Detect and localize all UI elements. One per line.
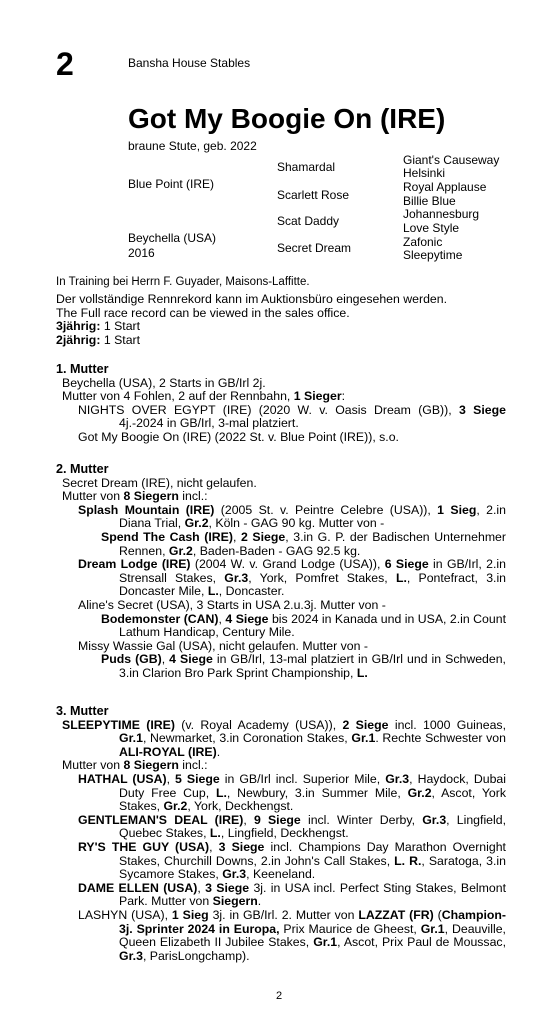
record-note-de: Der vollständige Rennrekord kann im Auktionsbüro eingesehen werden. xyxy=(56,292,448,306)
pedigree-g3-4: Billie Blue xyxy=(403,194,456,208)
horse-name: Got My Boogie On (IRE) xyxy=(128,103,446,134)
pedigree-sire-dam: Scarlett Rose xyxy=(277,188,350,202)
first-dam-heading: 1. Mutter xyxy=(56,362,109,376)
pedigree-g3-1: Giant's Causeway xyxy=(403,153,500,167)
first-dam-produce: Mutter von 4 Fohlen, 2 auf der Rennbahn, 1 Sieger: xyxy=(62,389,346,404)
pedigree-g3-2: Helsinki xyxy=(403,166,446,180)
third-dam-foal-2: GENTLEMAN'S DEAL (IRE), 9 Siege incl. Winter Derby, Gr.3, Lingfield, Quebec Stakes, L., Lingfield, Deckhengst. xyxy=(78,812,506,841)
third-dam-foal-3: RY'S THE GUY (USA), 3 Siege incl. Champions Day Marathon Overnight Stakes, Churchill Downs, 2.in John's Call Stakes, L. R., Saratoga, 3.in Sycamore Stakes, Gr.3, Keeneland. xyxy=(78,839,506,882)
pedigree-sire-sire: Shamardal xyxy=(277,160,336,174)
third-dam-section xyxy=(56,705,506,963)
second-dam-foal-4: Missy Wassie Gal (USA), nicht gelaufen. Mutter von - xyxy=(78,638,368,653)
training-info: In Training bei Herrn F. Guyader, Maisons-Laffitte. xyxy=(56,276,310,288)
pedigree-g3-6: Love Style xyxy=(403,221,460,235)
pedigree-sire: Blue Point (IRE) xyxy=(128,177,215,191)
third-dam-foal-4: DAME ELLEN (USA), 3 Siege 3j. in USA incl. Perfect Sting Stakes, Belmont Park. Mutter von Siegern. xyxy=(78,880,506,909)
first-dam-foal-2: Got My Boogie On (IRE) (2022 St. v. Blue Point (IRE)), s.o. xyxy=(78,429,399,444)
pedigree-dam-dam: Secret Dream xyxy=(277,241,352,255)
second-dam-foal-3: Aline's Secret (USA), 3 Starts in USA 2.u.3j. Mutter von - xyxy=(78,597,386,612)
second-dam-line: Secret Dream (IRE), nicht gelaufen. xyxy=(62,475,257,490)
first-dam-section xyxy=(56,363,506,445)
page-number: 2 xyxy=(276,990,283,1002)
first-dam-line: Beychella (USA), 2 Starts in GB/Irl 2j. xyxy=(62,375,266,390)
second-dam-foal-3-offspring: Bodemonster (CAN), 4 Siege bis 2024 in Kanada und in USA, 2.in Count Lathum Handicap, Century Mile. xyxy=(101,611,506,640)
pedigree-dam-sire: Scat Daddy xyxy=(277,214,340,228)
third-dam-line: SLEEPYTIME (IRE) (v. Royal Academy (USA)), 2 Siege incl. 1000 Guineas, Gr.1, Newmarket, 3.in Coronation Stakes, Gr.1. Rechte Schwester von ALI-ROYAL (IRE). xyxy=(62,717,506,759)
third-dam-foal-5: LASHYN (USA), 1 Sieg 3j. in GB/Irl. 2. Mutter von LAZZAT (FR) (Champion-3j. Sprinter 2024 in Europa, Prix Maurice de Gheest, Gr.1, Deauville, Queen Elizabeth II Jubilee Stakes, Gr.1, Ascot, Prix Paul de Moussac, Gr.3, ParisLongchamp). xyxy=(78,907,506,963)
pedigree-g3-5: Johannesburg xyxy=(403,207,480,221)
consignor: Bansha House Stables xyxy=(128,56,251,70)
pedigree-dam: Beychella (USA) xyxy=(128,231,217,245)
first-dam-foal-1: NIGHTS OVER EGYPT (IRE) (2020 W. v. Oasis Dream (GB)), 3 Siege 4j.-2024 in GB/Irl, 3-mal platziert. xyxy=(78,402,506,431)
second-dam-foal-4-offspring: Puds (GB), 4 Siege in GB/Irl, 13-mal platziert in GB/Irl und in Schweden, 3.in Clarion Bro Park Sprint Championship, L. xyxy=(101,652,506,680)
race-record xyxy=(56,293,506,347)
record-age2: 2jährig: 1 Start xyxy=(56,332,141,347)
lot-number: 2 xyxy=(56,46,74,82)
record-note-en: The Full race record can be viewed in the sales office. xyxy=(56,305,350,320)
horse-description: braune Stute, geb. 2022 xyxy=(128,139,257,153)
second-dam-produce: Mutter von 8 Siegern incl.: xyxy=(62,489,208,504)
pedigree-g3-8: Sleepytime xyxy=(403,248,463,262)
second-dam-foal-2: Dream Lodge (IRE) (2004 W. v. Grand Lodge (USA)), 6 Siege in GB/Irl, 2.in Strensall Stakes, Gr.3, York, Pomfret Stakes, L., Pontefract, 3.in Doncaster Mile, L., Doncaster. xyxy=(78,557,507,599)
second-dam-foal-1: Splash Mountain (IRE) (2005 St. v. Peintre Celebre (USA)), 1 Sieg, 2.in Diana Trial, Gr.2, Köln - GAG 90 kg. Mutter von - xyxy=(78,502,506,531)
third-dam-produce: Mutter von 8 Siegern incl.: xyxy=(62,758,208,773)
pedigree-dam-year: 2016 xyxy=(128,246,155,260)
record-age3: 3jährig: 1 Start xyxy=(56,319,141,334)
second-dam-foal-1-offspring: Spend The Cash (IRE), 2 Siege, 3.in G. P. der Badischen Unternehmer Rennen, Gr.2, Baden-Baden - GAG 92.5 kg. xyxy=(101,529,506,558)
third-dam-foal-1: HATHAL (USA), 5 Siege in GB/Irl incl. Superior Mile, Gr.3, Haydock, Dubai Duty Free Cup, L., Newbury, 3.in Summer Mile, Gr.2, Ascot, York Stakes, Gr.2, York, Deckhengst. xyxy=(78,771,506,814)
pedigree-g3-7: Zafonic xyxy=(403,235,443,249)
second-dam-heading: 2. Mutter xyxy=(56,462,109,476)
pedigree-g3-3: Royal Applause xyxy=(403,180,487,194)
second-dam-section xyxy=(56,463,506,681)
third-dam-heading: 3. Mutter xyxy=(56,704,109,718)
